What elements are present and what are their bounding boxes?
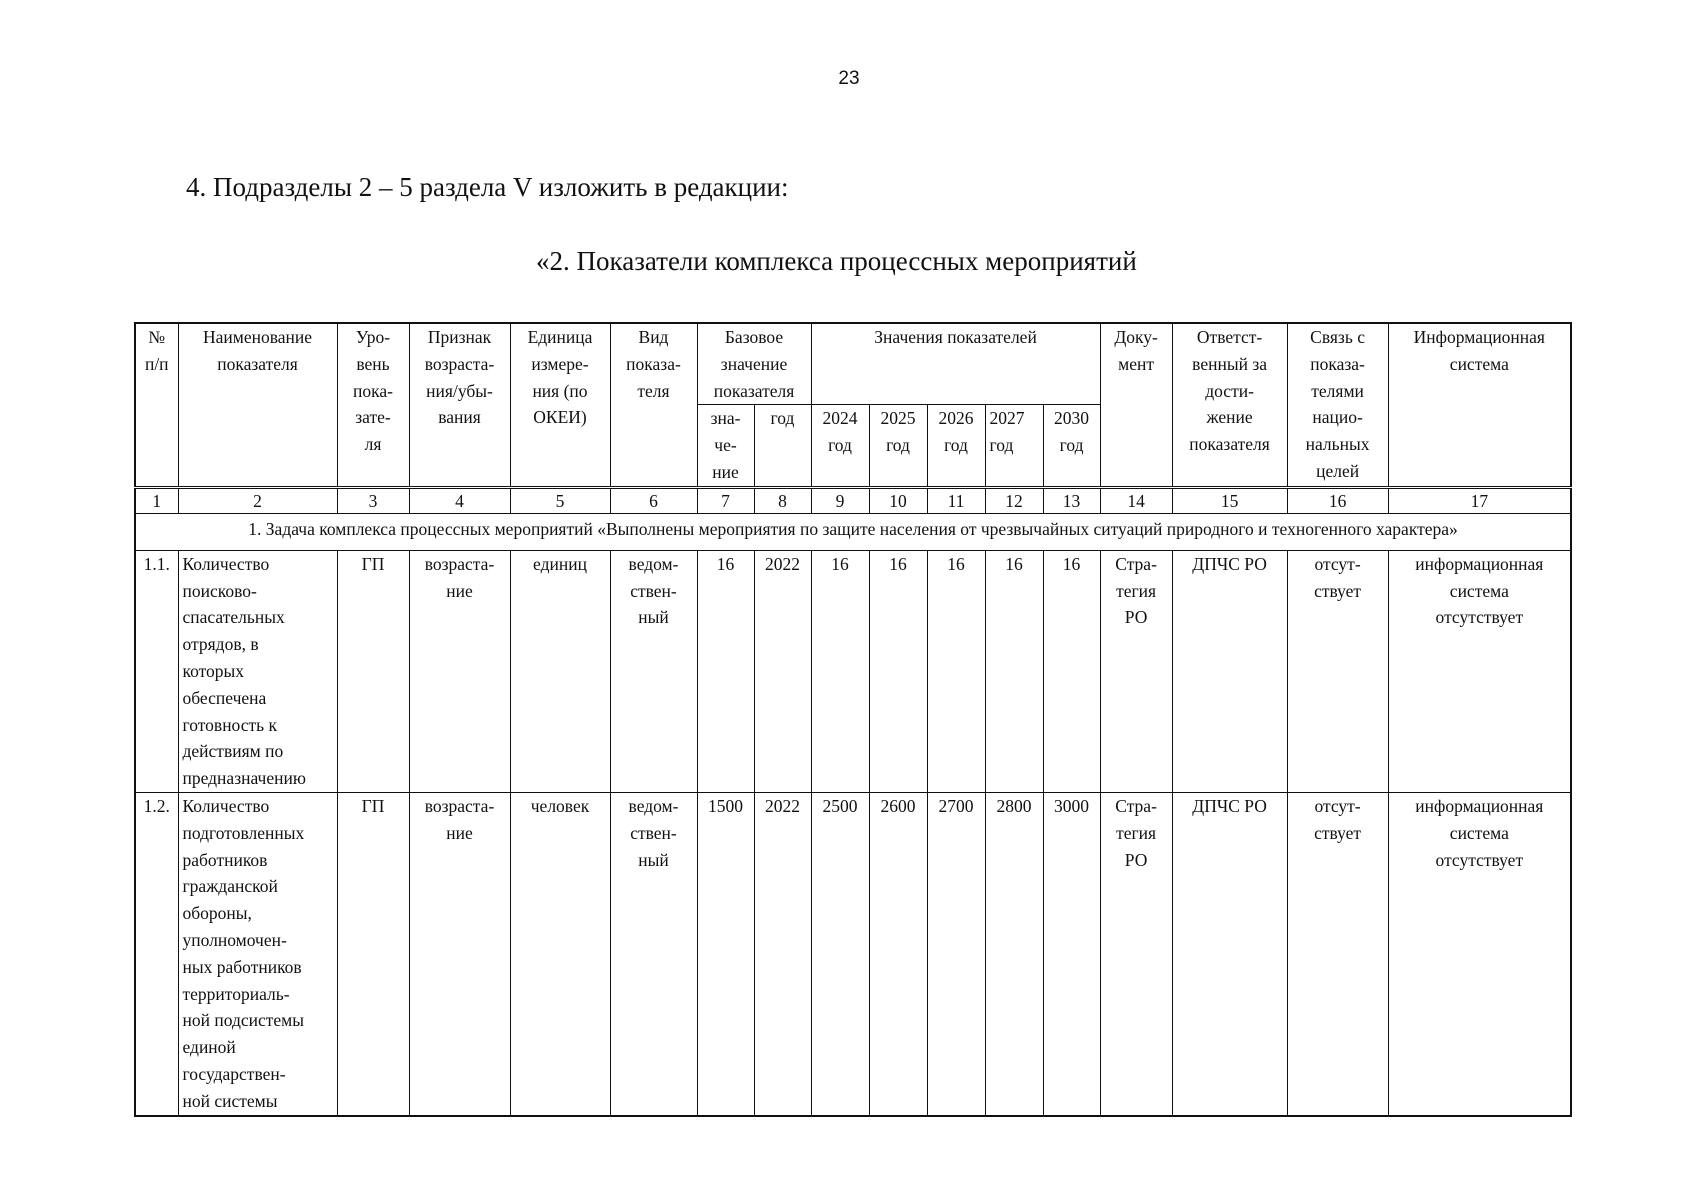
row-name: Количество подготовленных работников гражданской обороны, уполномочен- ных работников территориаль- ной подсистемы единой государствен- ной системы [178,792,337,1116]
row-value-2024: 16 [811,550,869,792]
header-base-year: год [754,405,811,487]
header-row-top [135,323,1571,405]
row-value-2025: 16 [869,550,927,792]
row-value-2030: 3000 [1043,792,1100,1116]
header-values-group: Значения показателей [811,323,1100,405]
row-unit: единиц [510,550,610,792]
row-base-year: 2022 [754,792,811,1116]
column-number-row [135,487,1571,513]
section-title: «2. Показатели комплекса процессных мероприятий [536,246,1137,276]
table-row [135,792,1571,1116]
column-number: 6 [610,487,697,513]
page-number: 23 [838,68,860,89]
row-value-2026: 2700 [927,792,985,1116]
row-link: отсут- ствует [1287,792,1388,1116]
column-number: 4 [409,487,510,513]
column-number: 8 [754,487,811,513]
row-document: Стра- тегия РО [1100,550,1172,792]
row-responsible: ДПЧС РО [1172,792,1287,1116]
header-name: Наименование показателя [178,323,337,487]
header-2024: 2024 год [811,405,869,487]
task-row [135,513,1571,550]
column-number: 16 [1287,487,1388,513]
row-document: Стра- тегия РО [1100,792,1172,1116]
row-link: отсут- ствует [1287,550,1388,792]
row-base-value: 16 [697,550,754,792]
row-unit: человек [510,792,610,1116]
column-number: 2 [178,487,337,513]
column-number: 10 [869,487,927,513]
header-base-value: зна- че- ние [697,405,754,487]
column-number: 15 [1172,487,1287,513]
header-2030: 2030 год [1043,405,1100,487]
row-sign: возраста- ние [409,550,510,792]
row-type: ведом- ствен- ный [610,550,697,792]
column-number: 5 [510,487,610,513]
row-num: 1.2. [135,792,178,1116]
header-document: Доку- мент [1100,323,1172,487]
column-number: 7 [697,487,754,513]
column-number: 17 [1388,487,1571,513]
column-number: 13 [1043,487,1100,513]
header-type: Вид показа- теля [610,323,697,487]
table-row [135,550,1571,792]
header-unit: Единица измере- ния (по ОКЕИ) [510,323,610,487]
row-level: ГП [337,792,409,1116]
row-value-2027: 16 [985,550,1043,792]
header-2027: 2027 год [985,405,1043,487]
header-info-system: Информационная система [1388,323,1571,487]
row-value-2027: 2800 [985,792,1043,1116]
header-2026: 2026 год [927,405,985,487]
intro-text: 4. Подразделы 2 – 5 раздела V изложить в редакции: [186,172,789,202]
column-number: 11 [927,487,985,513]
column-number: 12 [985,487,1043,513]
task-title: 1. Задача комплекса процессных мероприятий «Выполнены мероприятия по защите населения от чрезвычайных ситуаций природного и техногенного характера» [135,513,1571,550]
header-num: № п/п [135,323,178,487]
row-info-system: информационная система отсутствует [1388,792,1571,1116]
row-value-2026: 16 [927,550,985,792]
row-base-value: 1500 [697,792,754,1116]
header-2025: 2025 год [869,405,927,487]
column-number: 3 [337,487,409,513]
row-value-2025: 2600 [869,792,927,1116]
row-value-2024: 2500 [811,792,869,1116]
row-info-system: информационная система отсутствует [1388,550,1571,792]
row-value-2030: 16 [1043,550,1100,792]
row-responsible: ДПЧС РО [1172,550,1287,792]
header-sign: Признак возраста- ния/убы- вания [409,323,510,487]
row-num: 1.1. [135,550,178,792]
column-number: 9 [811,487,869,513]
row-type: ведом- ствен- ный [610,792,697,1116]
header-link: Связь с показа- телями нацио- нальных целей [1287,323,1388,487]
column-number: 1 [135,487,178,513]
header-level: Уро- вень пока- зате- ля [337,323,409,487]
row-level: ГП [337,550,409,792]
row-sign: возраста- ние [409,792,510,1116]
row-name: Количество поисково- спасательных отрядов, в которых обеспечена готовность к действиям по предназначению [178,550,337,792]
column-number: 14 [1100,487,1172,513]
header-base-group: Базовое значение показателя [697,323,811,405]
indicators-table [134,322,1572,1117]
row-base-year: 2022 [754,550,811,792]
header-responsible: Ответст- венный за дости- жение показателя [1172,323,1287,487]
